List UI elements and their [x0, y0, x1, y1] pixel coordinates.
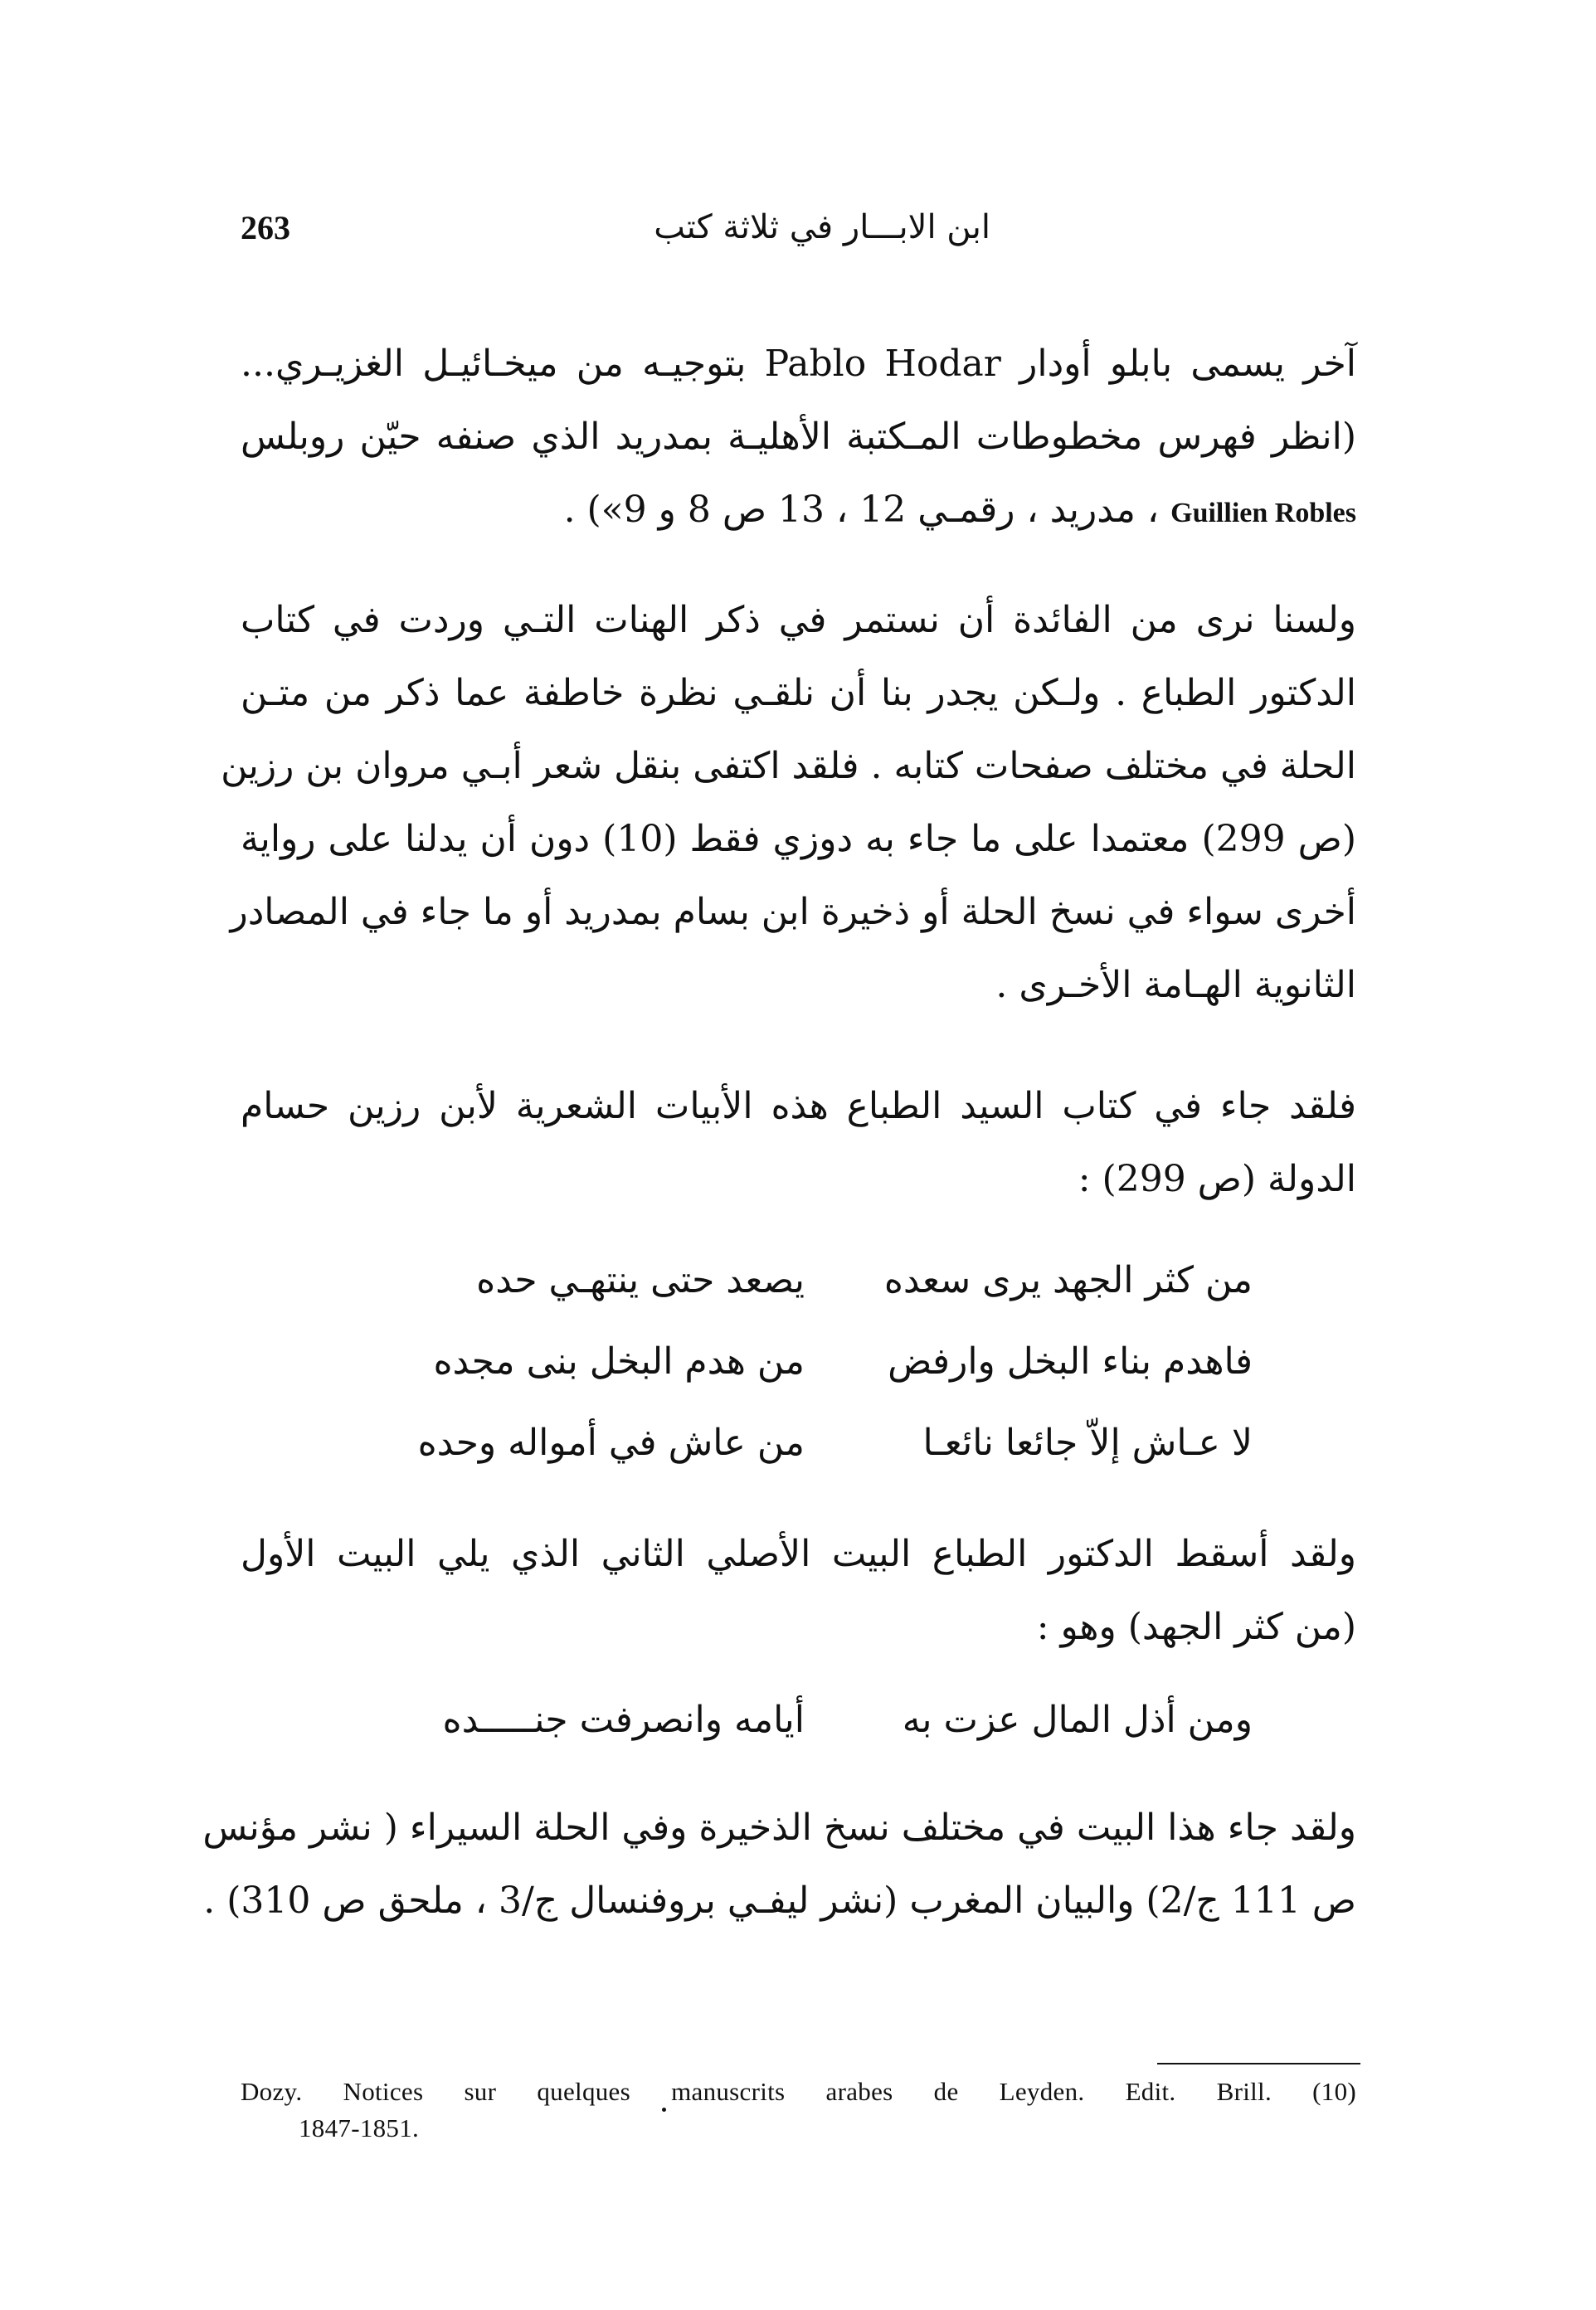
- paragraph-5: [202, 1792, 1356, 1938]
- paragraph-line: الدولة (ص 299) :: [1078, 1158, 1356, 1200]
- paragraph-line: ولقد جاء هذا البيت في مختلف نسخ الذخيرة وفي الحلة السيراء ( نشر مؤنس: [202, 1807, 1356, 1849]
- page-number: 263: [241, 209, 290, 246]
- paragraph-line: ولقد أسقط الدكتور الطباع البيت الأصلي الثاني الذي يلي البيت الأول: [241, 1533, 1356, 1575]
- paragraph-line: (انظر فهرس مخطوطات المـكتبة الأهليـة بمدريد الذي صنفه حيّن روبلس: [241, 416, 1356, 458]
- paragraph-line: الحلة في مختلف صفحات كتابه . فلقد اكتفى بنقل شعر أبـي مروان بن رزين: [221, 745, 1356, 787]
- paragraph-line: (من كثر الجهد) وهو :: [1036, 1606, 1356, 1648]
- footnote-line: 1847-1851.: [299, 2113, 420, 2142]
- poem-verses-1: [241, 1240, 1356, 1484]
- paragraph-1: [241, 328, 1356, 547]
- verse-line: [241, 1321, 1356, 1403]
- verse-line: [241, 1240, 1356, 1321]
- verse-first-hemistich: من كثر الجهد يرى سعده: [883, 1259, 1253, 1301]
- paragraph-3: [241, 1070, 1356, 1216]
- paragraph-line: الدكتور الطباع . ولـكن يجدر بنا أن نلقـي نظرة خاطفة عما ذكر من متـن: [241, 672, 1356, 714]
- reference-line: [241, 474, 1356, 547]
- verse-first-hemistich: ومن أذل المال عزت به: [902, 1699, 1253, 1741]
- paragraph-line: آخر يسمى بابلو أودار Pablo Hodar بتوجيـه من ميخـائيـل الغزيـري...: [241, 343, 1356, 385]
- paragraph-2: [221, 584, 1356, 1022]
- poem-verses-2: [241, 1680, 1356, 1761]
- verse-line: [241, 1403, 1356, 1484]
- paragraph-line: الثانوية الهـامة الأخـرى .: [995, 964, 1356, 1006]
- verse-second-hemistich: من هدم البخل بنى مجده: [433, 1340, 805, 1383]
- verse-line: [241, 1680, 1356, 1761]
- paragraph-line: (ص 299) معتمدا على ما جاء به دوزي فقط (10) دون أن يدلنا على رواية: [241, 818, 1356, 860]
- paragraph-line: فلقد جاء في كتاب السيد الطباع هذه الأبيات الشعرية لأبن رزين حسام: [241, 1085, 1356, 1127]
- paragraph-line: ص 111 ج/2) والبيان المغرب (نشر ليفـي بروفنسال ج/3 ، ملحق ص 310) .: [203, 1880, 1356, 1922]
- paragraph-4: [241, 1518, 1356, 1664]
- verse-first-hemistich: فاهدم بناء البخل وارفض: [888, 1340, 1253, 1383]
- footnote: [241, 2074, 1356, 2147]
- reference-arabic: ، مدريد ، رقمـي 12 ، 13 ص 8 و 9») .: [563, 489, 1160, 531]
- paragraph-line: أخرى سواء في نسخ الحلة أو ذخيرة ابن بسام بمدريد أو ما جاء في المصادر: [230, 891, 1356, 933]
- paragraph-line: ولسنا نرى من الفائدة أن نستمر في ذكر الهنات التـي وردت في كتاب: [241, 599, 1356, 641]
- footnote-separator: [1157, 2063, 1360, 2064]
- verse-first-hemistich: لا عـاش إلاّ جائعا نائعـا: [922, 1422, 1253, 1464]
- verse-second-hemistich: من عاش في أمواله وحده: [417, 1422, 805, 1464]
- footnote-line: Dozy. Notices sur quelques manuscrits arabes de Leyden. Edit. Brill. (10): [241, 2077, 1356, 2106]
- print-speck: [662, 2108, 666, 2112]
- verse-second-hemistich: يصعد حتى ينتهـي حده: [476, 1259, 805, 1301]
- running-title: ابن الابـــار في ثلاثة كتب: [654, 208, 990, 246]
- verse-second-hemistich: أيامه وانصرفت جنـــــده: [442, 1699, 805, 1741]
- reference-latin: Guillien Robles: [1170, 498, 1356, 528]
